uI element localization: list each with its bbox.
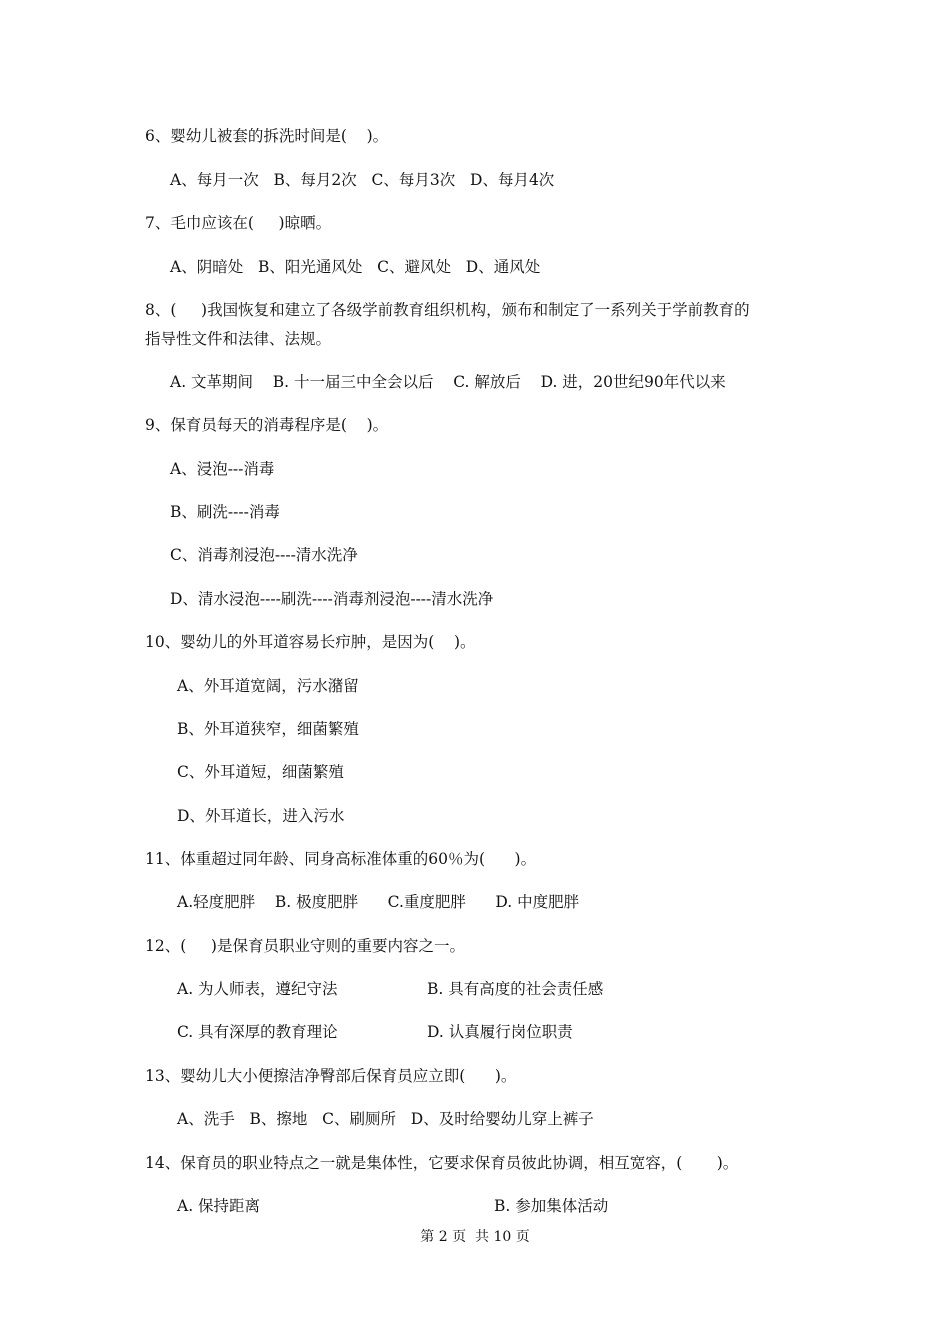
question-9-option-a: A、浸泡---消毒 [170,460,275,478]
question-8-stem-line2: 指导性文件和法律、法规。 [145,330,332,348]
question-12-option-d: D. 认真履行岗位职责 [427,1023,573,1041]
question-6-stem: 6、婴幼儿被套的拆洗时间是( )。 [145,127,389,145]
question-7-options: A、阴暗处 B、阳光通风处 C、避风处 D、通风处 [170,258,541,276]
question-13-options: A、洗手 B、擦地 C、刷厕所 D、及时给婴幼儿穿上裤子 [177,1110,594,1128]
question-12-stem: 12、( )是保育员职业守则的重要内容之一。 [145,937,465,955]
question-12-option-c: C. 具有深厚的教育理论 [177,1023,338,1041]
question-10-option-c: C、外耳道短，细菌繁殖 [177,763,344,781]
question-13-stem: 13、婴幼儿大小便擦洁净臀部后保育员应立即( )。 [145,1067,517,1085]
page-number: 第 2 页 共 10 页 [420,1229,530,1245]
question-9-option-b: B、刷洗----消毒 [170,503,280,521]
question-14-option-a: A. 保持距离 [177,1197,261,1215]
page-footer [0,1228,950,1246]
question-10-option-d: D、外耳道长，进入污水 [177,807,345,825]
question-7-stem: 7、毛巾应该在( )晾晒。 [145,214,332,232]
question-10-stem: 10、婴幼儿的外耳道容易长疖肿，是因为( )。 [145,633,476,651]
question-14-stem: 14、保育员的职业特点之一就是集体性，它要求保育员彼此协调，相互宽容，( )。 [145,1154,739,1172]
question-8-options: A. 文革期间 B. 十一届三中全会以后 C. 解放后 D. 进，20世纪90年代以来 [170,373,726,391]
question-9-stem: 9、保育员每天的消毒程序是( )。 [145,416,389,434]
question-12-option-b: B. 具有高度的社会责任感 [427,980,604,998]
question-9-option-d: D、清水浸泡----刷洗----消毒剂浸泡----清水洗净 [170,590,494,608]
question-8-stem-line1: 8、( )我国恢复和建立了各级学前教育组织机构，颁布和制定了一系列关于学前教育的 [145,301,750,319]
question-11-stem: 11、体重超过同年龄、同身高标准体重的60％为( )。 [145,850,537,868]
question-10-option-a: A、外耳道宽阔，污水潴留 [177,677,359,695]
question-12-option-a: A. 为人师表，遵纪守法 [177,980,338,998]
question-14-option-b: B. 参加集体活动 [494,1197,609,1215]
question-10-option-b: B、外耳道狭窄，细菌繁殖 [177,720,359,738]
question-6-options: A、每月一次 B、每月2次 C、每月3次 D、每月4次 [170,171,555,189]
question-9-option-c: C、消毒剂浸泡----清水洗净 [170,546,358,564]
question-11-options: A.轻度肥胖 B. 极度肥胖 C.重度肥胖 D. 中度肥胖 [177,893,580,911]
